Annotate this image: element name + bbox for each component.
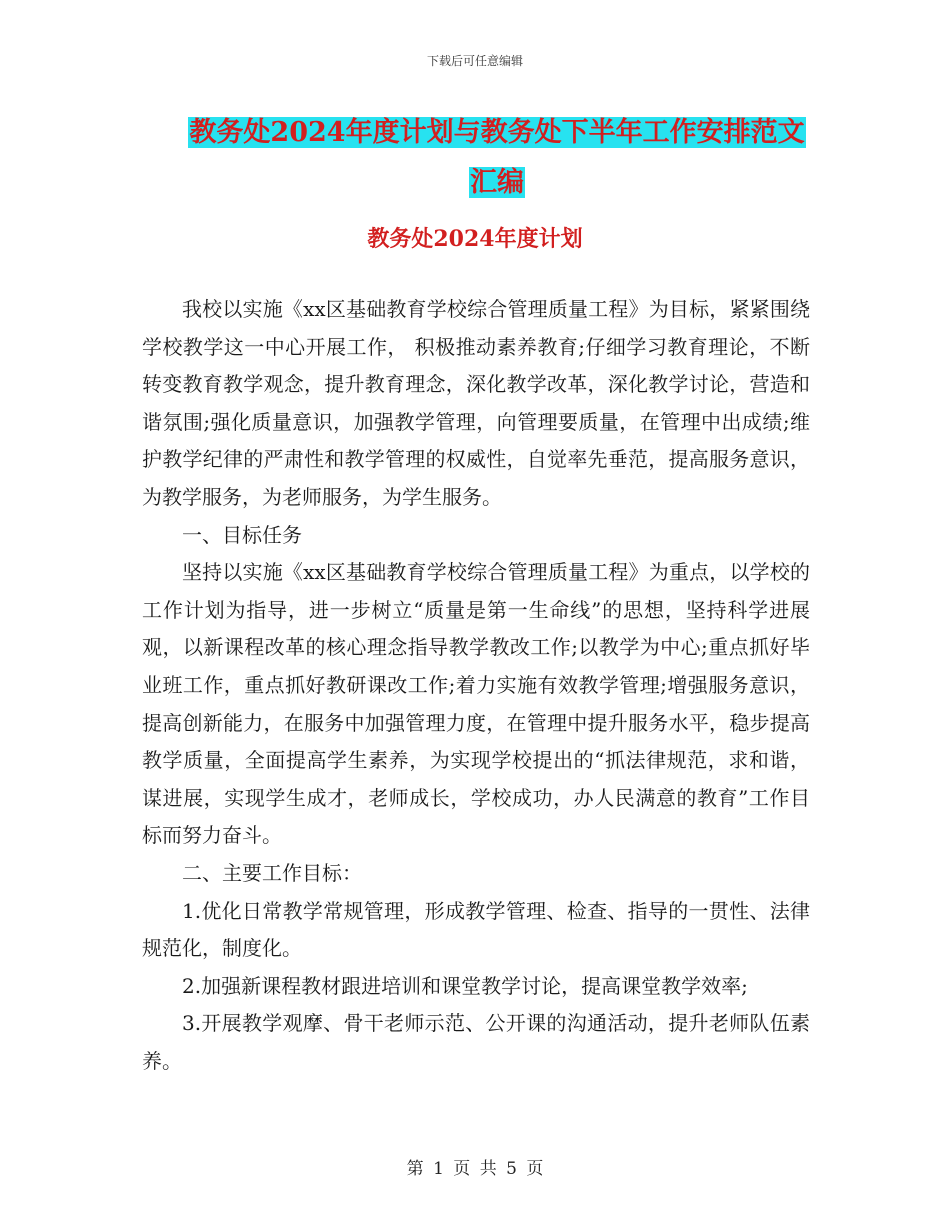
list-item-goal-3: 3.开展教学观摩、骨干老师示范、公开课的沟通活动，提升老师队伍素养。	[142, 1011, 810, 1073]
heading-goals-tasks: 一、目标任务	[182, 522, 302, 547]
goals-paragraph: 坚持以实施《xx区基础教育学校综合管理质量工程》为重点，以学校的工作计划为指导，进一步树立“质量是第一生命线”的思想，坚持科学进展观，以新课程改革的核心理念指导教学教改工作;以教学为中心;重点抓好毕业班工作，重点抓好教研课改工作;着力实施有效教学管理;增强服务意识，提高创新能力，在服务中加强管理力度，在管理中提升服务水平，稳步提高教学质量，全面提高学生素养，为实现学校提出的“抓法律规范，求和谐，谋进展，实现学生成才，老师成长，学校成功，办人民满意的教育”工作目标而努力奋斗。	[142, 560, 810, 848]
section-title: 教务处2024年度计划	[367, 226, 583, 252]
document-title	[186, 108, 808, 208]
page-header-note: 下载后可任意编辑	[426, 54, 523, 68]
heading-main-goals: 二、主要工作目标：	[182, 860, 362, 885]
list-item-goal-2: 2.加强新课程教材跟进培训和课堂教学讨论，提高课堂教学效率;	[182, 973, 748, 998]
document-title-text: 教务处2024年度计划与教务处下半年工作安排范文汇编	[189, 117, 805, 198]
list-item-goal-1: 1.优化日常教学常规管理，形成教学管理、检查、指导的一贯性、法律规范化，制度化。	[142, 898, 810, 961]
document-body	[142, 291, 810, 1080]
intro-paragraph: 我校以实施《xx区基础教育学校综合管理质量工程》为目标，紧紧围绕学校教学这一中心开展工作， 积极推动素养教育;仔细学习教育理论，不断转变教育教学观念，提升教育理念，深化教学改革，深化教学讨论，营造和谐氛围;强化质量意识，加强教学管理，向管理要质量，在管理中出成绩;维护教学纪律的严肃性和教学管理的权威性，自觉率先垂范，提高服务意识，为教学服务，为老师服务，为学生服务。	[142, 297, 810, 509]
page-number: 第 1 页 共 5 页	[406, 1159, 544, 1179]
